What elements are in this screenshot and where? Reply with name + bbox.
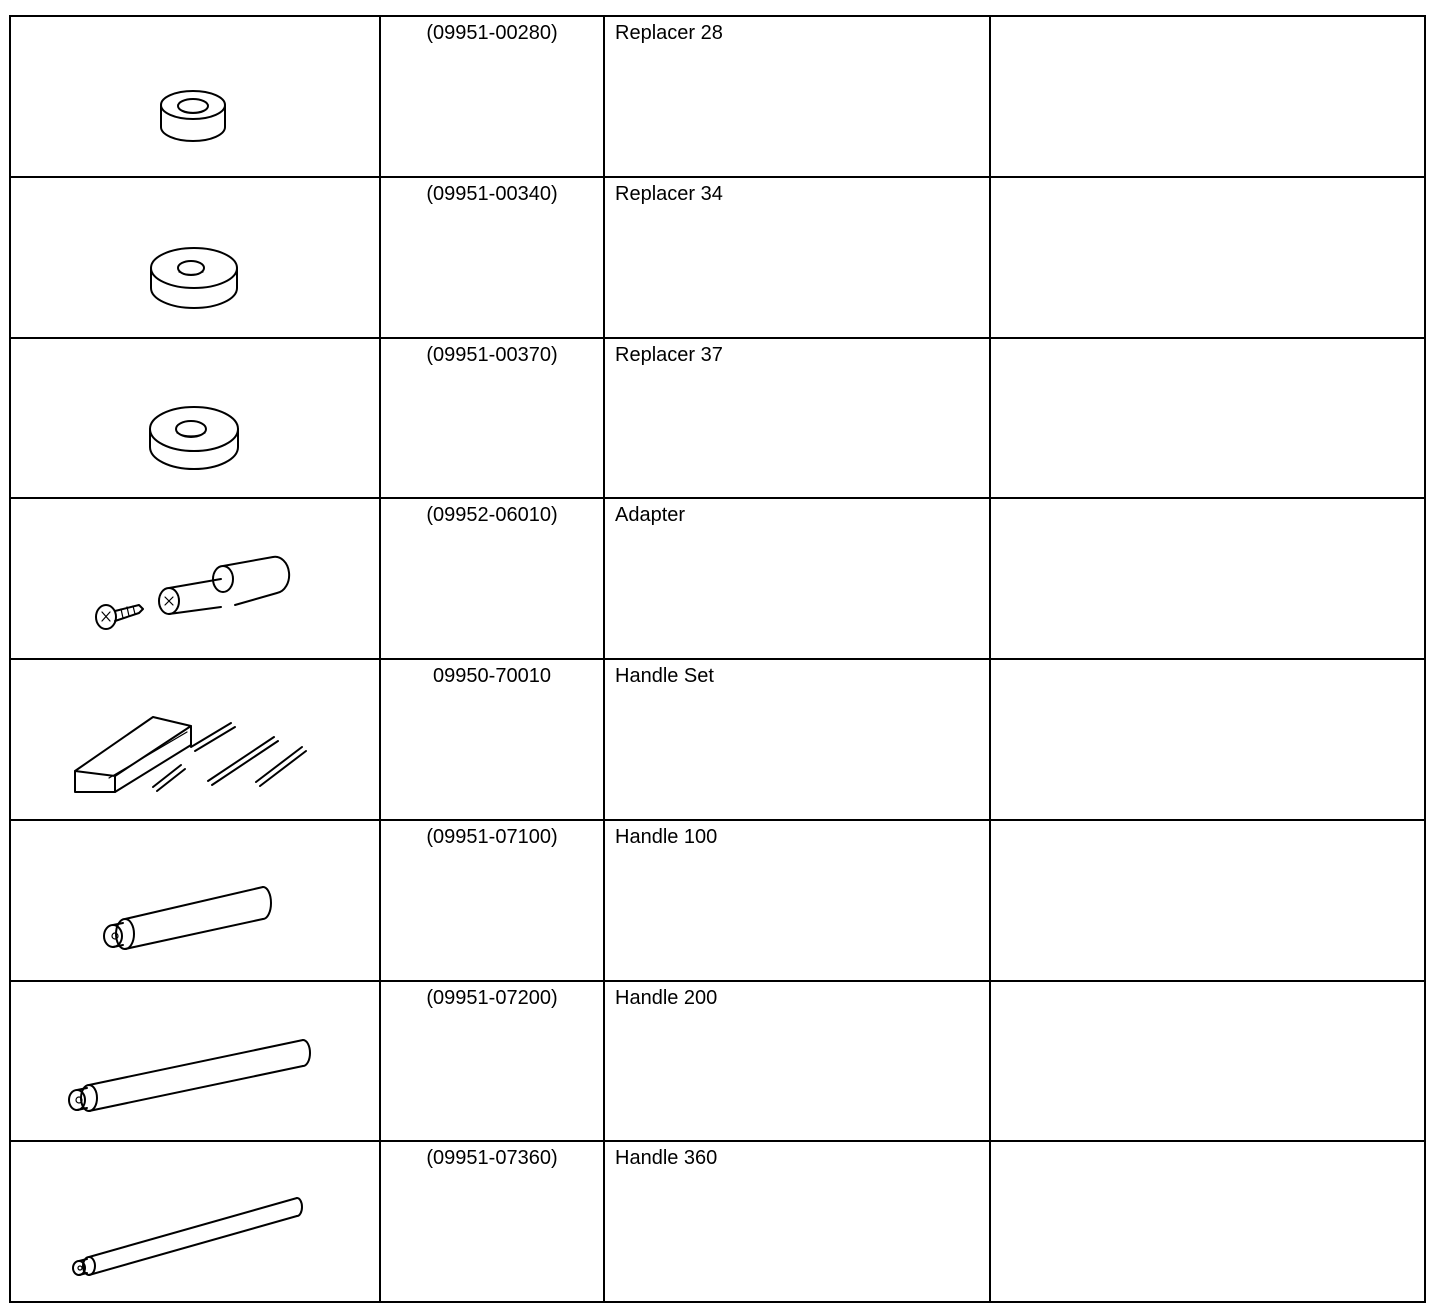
table-row bbox=[10, 981, 1425, 1142]
part-number: (09951-07200) bbox=[426, 986, 558, 1009]
tool-name-cell bbox=[604, 177, 990, 338]
part-number-cell bbox=[380, 16, 604, 177]
tool-name: Replacer 34 bbox=[615, 182, 723, 205]
table-row bbox=[10, 1141, 1425, 1302]
tool-name-cell bbox=[604, 498, 990, 659]
note-cell bbox=[990, 820, 1425, 981]
table-row bbox=[10, 16, 1425, 177]
adapter-icon bbox=[11, 499, 379, 656]
tool-name: Replacer 28 bbox=[615, 22, 723, 44]
part-number: (09951-07100) bbox=[426, 825, 558, 848]
replacer-37-icon bbox=[11, 339, 379, 496]
note-cell bbox=[990, 981, 1425, 1142]
handle-100-icon bbox=[11, 821, 379, 978]
part-number: (09951-07360) bbox=[426, 1147, 558, 1170]
illustration-cell bbox=[10, 659, 380, 820]
table-row bbox=[10, 659, 1425, 820]
tool-note bbox=[991, 660, 1424, 665]
tool-name-cell bbox=[604, 820, 990, 981]
handle-360-icon bbox=[11, 1142, 379, 1299]
tool-note bbox=[991, 821, 1424, 826]
tool-note bbox=[991, 499, 1424, 504]
tool-note bbox=[991, 178, 1424, 183]
part-number-cell bbox=[380, 820, 604, 981]
illustration-cell bbox=[10, 16, 380, 177]
part-number-cell bbox=[380, 1141, 604, 1302]
table-row bbox=[10, 177, 1425, 338]
part-number: (09951-00370) bbox=[426, 343, 558, 366]
part-number-cell bbox=[380, 338, 604, 499]
illustration-cell bbox=[10, 338, 380, 499]
handle-set-icon bbox=[11, 660, 379, 817]
tool-name: Handle 360 bbox=[615, 1147, 718, 1170]
part-number-cell bbox=[380, 498, 604, 659]
tool-name: Handle 100 bbox=[615, 825, 718, 848]
note-cell bbox=[990, 177, 1425, 338]
tool-name: Handle Set bbox=[615, 665, 714, 687]
tool-note bbox=[991, 982, 1424, 987]
part-number: (09951-00340) bbox=[426, 182, 558, 205]
note-cell bbox=[990, 659, 1425, 820]
part-number: (09951-00280) bbox=[426, 22, 558, 44]
tool-name: Adapter bbox=[615, 504, 686, 527]
table-row bbox=[10, 338, 1425, 499]
part-number: (09952-06010) bbox=[426, 504, 558, 527]
note-cell bbox=[990, 1141, 1425, 1302]
tool-name-cell bbox=[604, 1141, 990, 1302]
note-cell bbox=[990, 16, 1425, 177]
tool-name: Replacer 37 bbox=[615, 343, 723, 366]
table-row bbox=[10, 820, 1425, 981]
illustration-cell bbox=[10, 1141, 380, 1302]
illustration-cell bbox=[10, 981, 380, 1142]
note-cell bbox=[990, 338, 1425, 499]
illustration-cell bbox=[10, 820, 380, 981]
illustration-cell bbox=[10, 177, 380, 338]
tool-note bbox=[991, 339, 1424, 344]
tool-name-cell bbox=[604, 16, 990, 177]
part-number-cell bbox=[380, 659, 604, 820]
special-tools-table bbox=[9, 15, 1426, 1303]
tool-name-cell bbox=[604, 338, 990, 499]
tool-note bbox=[991, 17, 1424, 22]
part-number-cell bbox=[380, 981, 604, 1142]
replacer-28-icon bbox=[11, 17, 379, 174]
tool-name-cell bbox=[604, 659, 990, 820]
tool-name-cell bbox=[604, 981, 990, 1142]
table-row bbox=[10, 498, 1425, 659]
illustration-cell bbox=[10, 498, 380, 659]
replacer-34-icon bbox=[11, 178, 379, 335]
part-number-cell bbox=[380, 177, 604, 338]
handle-200-icon bbox=[11, 982, 379, 1139]
tool-note bbox=[991, 1142, 1424, 1147]
tool-name: Handle 200 bbox=[615, 986, 718, 1009]
note-cell bbox=[990, 498, 1425, 659]
part-number: 09950-70010 bbox=[433, 665, 551, 687]
